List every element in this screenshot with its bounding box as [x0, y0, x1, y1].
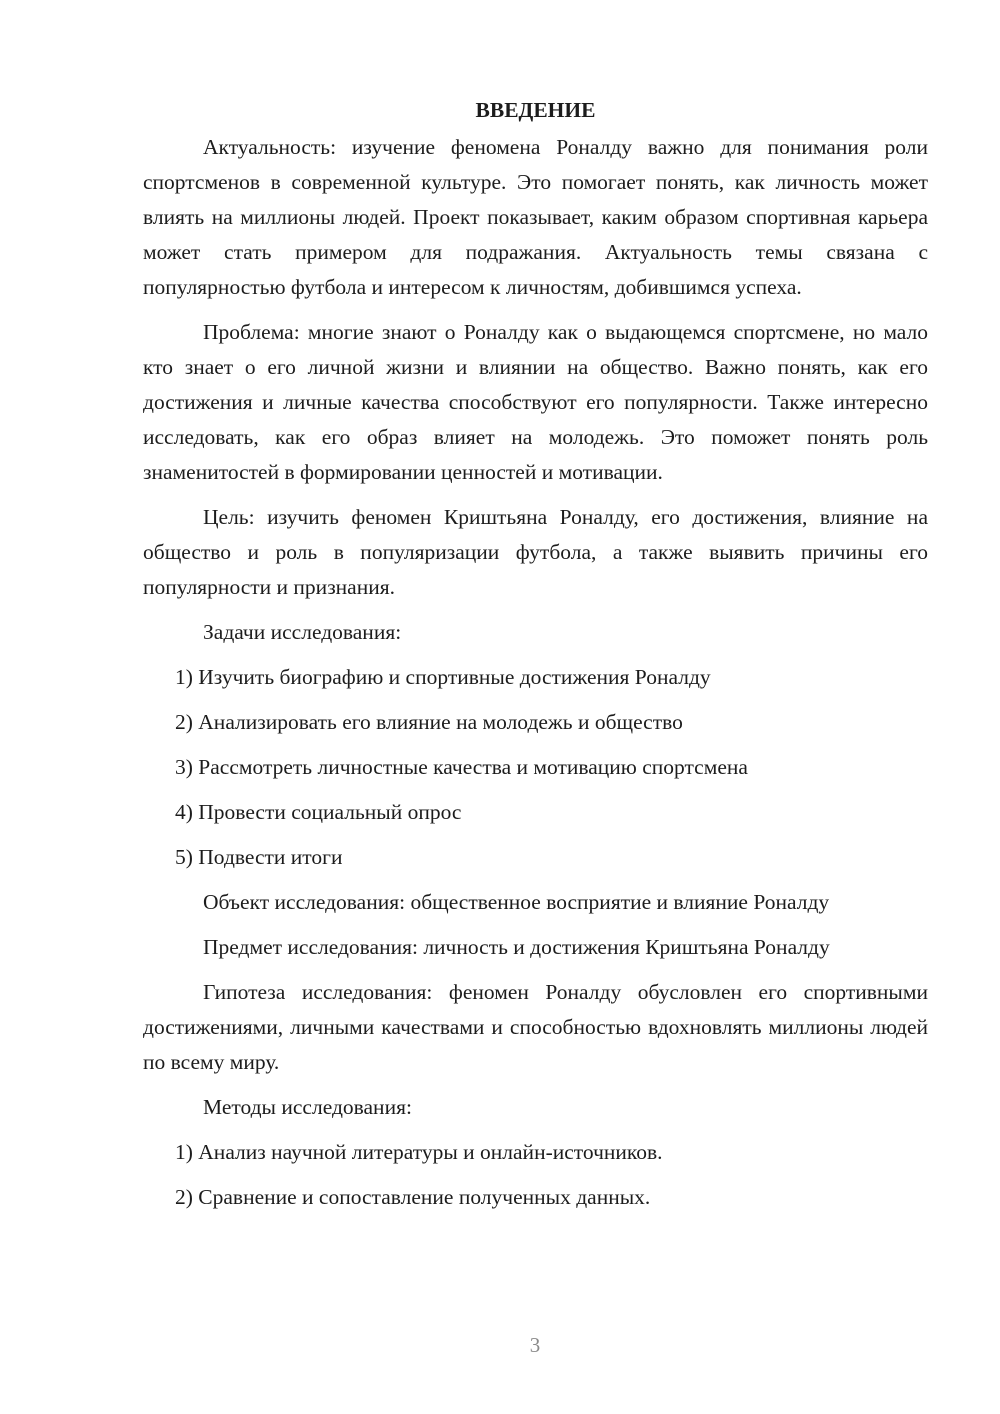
hypothesis-paragraph: Гипотеза исследования: феномен Роналду обусловлен его спортивными достижениями, личными качествами и способностью вдохновлять миллионы людей по всему миру. [143, 980, 928, 1074]
list-item: 3) Рассмотреть личностные качества и мотивацию спортсмена [175, 755, 748, 779]
problem-paragraph: Проблема: многие знают о Роналду как о выдающемся спортсмене, но мало кто знает о его личной жизни и влиянии на общество. Важно понять, как его достижения и личные качества способствуют его популярности. Также интересно исследовать, как его образ влияет на молодежь. Это поможет понять роль знаменитостей в формировании ценностей и мотивации. [143, 320, 928, 484]
research-subject: Предмет исследования: личность и достижения Криштьяна Роналду [203, 935, 830, 959]
page-content [143, 95, 928, 1225]
tasks-heading: Задачи исследования: [203, 620, 402, 644]
methods-heading: Методы исследования: [203, 1095, 412, 1119]
list-item: 2) Анализировать его влияние на молодежь и общество [175, 710, 683, 734]
list-item: 5) Подвести итоги [175, 845, 343, 869]
page-title: ВВЕДЕНИЕ [475, 98, 596, 122]
list-item: 4) Провести социальный опрос [175, 800, 462, 824]
list-item: 1) Анализ научной литературы и онлайн-источников. [175, 1140, 663, 1164]
list-item: 2) Сравнение и сопоставление полученных данных. [175, 1185, 651, 1209]
research-object: Объект исследования: общественное восприятие и влияние Роналду [203, 890, 830, 914]
page-number: 3 [529, 1333, 541, 1357]
goal-paragraph: Цель: изучить феномен Криштьяна Роналду, его достижения, влияние на общество и роль в популяризации футбола, а также выявить причины его популярности и признания. [143, 505, 928, 599]
relevance-paragraph: Актуальность: изучение феномена Роналду важно для понимания роли спортсменов в современной культуре. Это помогает понять, как личность может влиять на миллионы людей. Проект показывает, каким образом спортивная карьера может стать примером для подражания. Актуальность темы связана с популярностью футбола и интересом к личностям, добившимся успеха. [143, 135, 928, 299]
list-item: 1) Изучить биографию и спортивные достижения Роналду [175, 665, 711, 689]
